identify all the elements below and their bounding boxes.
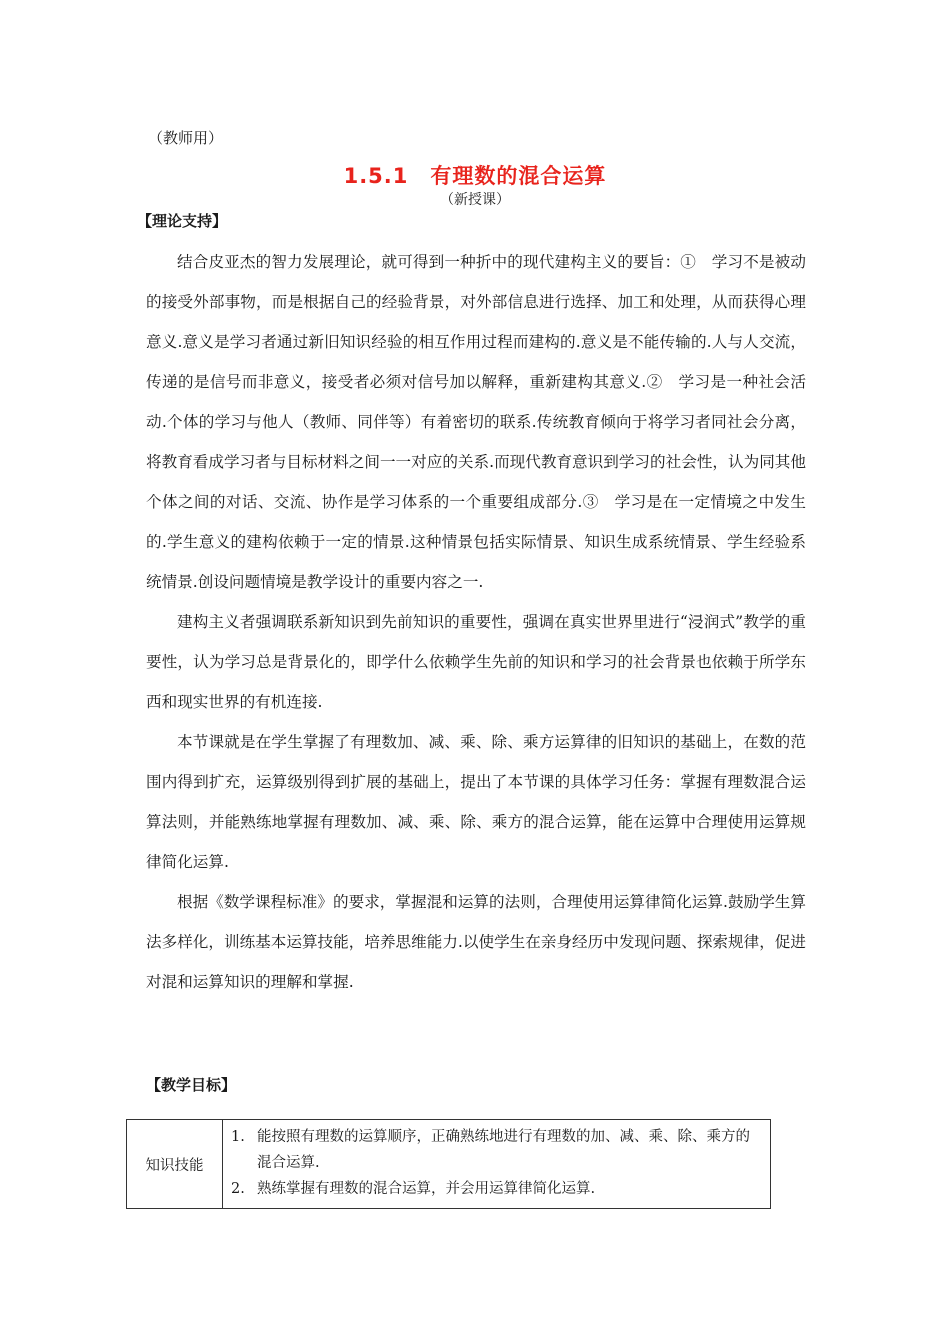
objective-text: 熟练掌握有理数的混合运算，并会用运算律简化运算. [257,1181,596,1197]
section-heading-objectives: 【教学目标】 [146,1076,237,1094]
objective-number: 1. [231,1129,245,1145]
audience-label: （教师用） [148,129,224,147]
theory-body [146,242,806,1002]
paragraph: 根据《数学课程标准》的要求，掌握混和运算的法则，合理使用运算律简化运算.鼓励学生算法多样化，训练基本运算技能，培养思维能力.以使学生在亲身经历中发现问题、探索规律，促进对混和运算知识的理解和掌握. [146,893,806,991]
section-heading-theory: 【理论支持】 [137,212,228,230]
objective-number: 2. [231,1181,245,1197]
paragraph: 本节课就是在学生掌握了有理数加、减、乘、除、乘方运算律的旧知识的基础上，在数的范围内得到扩充，运算级别得到扩展的基础上，提出了本节课的具体学习任务：掌握有理数混合运算法则，并能熟练地掌握有理数加、减、乘、除、乘方的混合运算，能在运算中合理使用运算规律简化运算. [146,733,806,871]
paragraph: 结合皮亚杰的智力发展理论，就可得到一种折中的现代建构主义的要旨：① 学习不是被动的接受外部事物，而是根据自己的经验背景，对外部信息进行选择、加工和处理，从而获得心理意义.意义是学习者通过新旧知识经验的相互作用过程而建构的.意义是不能传输的.人与人交流，传递的是信号而非意义，接受者必须对信号加以解释，重新建构其意义.② 学习是一种社会活动.个体的学习与他人（教师、同伴等）有着密切的联系.传统教育倾向于将学习者同社会分离，将教育看成学习者与目标材料之间一一对应的关系.而现代教育意识到学习的社会性，认为同其他个体之间的对话、交流、协作是学习体系的一个重要组成部分.③ 学习是在一定情境之中发生的.学生意义的建构依赖于一定的情景.这种情景包括实际情景、知识生成系统情景、学生经验系统情景.创设问题情境是教学设计的重要内容之一. [146,253,806,591]
objectives-table [126,1119,771,1209]
objective-item [231,1124,760,1176]
page-title: 1.5.1 有理数的混合运算 [343,164,607,188]
paragraph: 建构主义者强调联系新知识到先前知识的重要性，强调在真实世界里进行“浸润式”教学的重要性，认为学习总是背景化的，即学什么依赖学生先前的知识和学习的社会背景也依赖于所学东西和现实世界的有机连接. [146,613,806,711]
objective-list [223,1120,770,1208]
objective-text: 能按照有理数的运算顺序，正确熟练地进行有理数的加、减、乘、除、乘方的混合运算. [257,1129,750,1171]
objective-category: 知识技能 [127,1120,223,1208]
objective-item [231,1176,760,1202]
lesson-type: （新授课） [440,192,510,208]
